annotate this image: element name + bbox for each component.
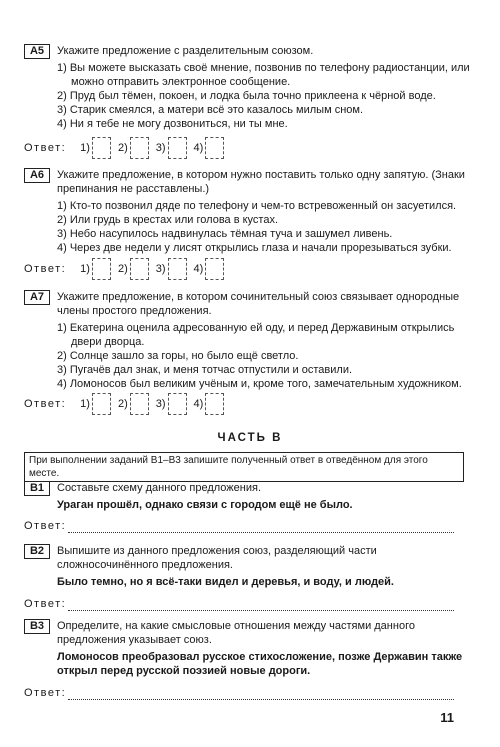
option-1: 1) Кто-то позвонил дяде по телефону и чем-то встревоженный он засуетился. — [57, 200, 457, 212]
answer-num-4: 4) — [193, 398, 204, 410]
task-a6 — [24, 168, 472, 255]
task-label: А7 — [24, 290, 50, 305]
answer-label: Ответ: — [24, 263, 67, 275]
answer-input-line[interactable] — [68, 600, 454, 611]
answer-num-2: 2) — [117, 263, 128, 275]
answer-box-2[interactable] — [130, 393, 149, 415]
answer-label: Ответ: — [24, 687, 67, 699]
answer-box-4[interactable] — [205, 393, 224, 415]
answer-line-b2 — [24, 597, 454, 611]
answer-num-1: 1) — [80, 263, 90, 275]
task-label: А5 — [24, 44, 50, 59]
task-question: Составьте схему данного предложения. — [57, 482, 261, 494]
answer-num-1: 1) — [80, 142, 90, 154]
option-1: 1) Екатерина оценила адресованную ей оду, и перед Державиным открылись двери дворца. — [57, 322, 455, 348]
option-3: 3) Небо насупилось надвинулась тёмная туча и зашумел ливень. — [57, 228, 393, 240]
task-question: Выпишите из данного предложения союз, разделяющий части сложносочинённого предложения. — [57, 545, 377, 571]
answer-label: Ответ: — [24, 142, 67, 154]
answer-num-1: 1) — [80, 398, 90, 410]
option-3: 3) Пугачёв дал знак, и меня тотчас отпустили и оставили. — [57, 364, 353, 376]
answer-label: Ответ: — [24, 520, 67, 532]
answer-num-4: 4) — [193, 142, 204, 154]
answer-box-4[interactable] — [205, 258, 224, 280]
task-a5 — [24, 44, 472, 131]
task-a7 — [24, 290, 472, 391]
answer-num-4: 4) — [193, 263, 204, 275]
task-label: В3 — [24, 619, 50, 634]
option-2: 2) Или грудь в крестах или голова в кустах. — [57, 214, 279, 226]
answer-num-3: 3) — [155, 263, 166, 275]
answer-box-1[interactable] — [92, 258, 111, 280]
task-b1 — [24, 481, 472, 512]
task-sentence: Ломоносов преобразовал русское стихосложение, позже Державин также открыл перед русской поэзией новые дороги. — [57, 651, 463, 677]
answer-box-3[interactable] — [168, 137, 187, 159]
option-4: 4) Ломоносов был великим учёным и, кроме того, замечательным художником. — [57, 378, 462, 390]
task-label: В1 — [24, 481, 50, 496]
option-4: 4) Ни я тебе не могу дозвониться, ни ты мне. — [57, 118, 288, 130]
answer-box-1[interactable] — [92, 393, 111, 415]
answer-input-line[interactable] — [68, 522, 454, 533]
task-label: А6 — [24, 168, 50, 183]
answer-num-2: 2) — [117, 142, 128, 154]
answer-num-2: 2) — [117, 398, 128, 410]
options-list — [57, 199, 472, 255]
section-title: ЧАСТЬ В — [217, 432, 283, 444]
option-4: 4) Через две недели у лисят открылись глаза и начали прорезываться зубки. — [57, 242, 452, 254]
answer-line-b1 — [24, 519, 454, 533]
answer-row-a7 — [24, 392, 231, 416]
answer-input-line[interactable] — [68, 689, 454, 700]
answer-box-2[interactable] — [130, 258, 149, 280]
task-question: Укажите предложение с разделительным союзом. — [57, 45, 314, 57]
answer-line-b3 — [24, 686, 454, 700]
answer-row-a5 — [24, 136, 231, 160]
option-2: 2) Пруд был тёмен, покоен, и лодка была точно приклеена к чёрной воде. — [57, 90, 436, 102]
task-question: Укажите предложение, в котором сочинительный союз связывает однородные члены простого предложения. — [57, 291, 460, 317]
answer-label: Ответ: — [24, 598, 67, 610]
task-label: В2 — [24, 544, 50, 559]
option-1: 1) Вы можете высказать своё мнение, позвонив по телефону радиостанции, или можно отправить электронное сообщение. — [57, 62, 470, 88]
options-list — [57, 321, 472, 391]
answer-label: Ответ: — [24, 398, 67, 410]
task-b3 — [24, 619, 472, 678]
options-list — [57, 61, 472, 131]
task-sentence: Ураган прошёл, однако связи с городом ещё не было. — [57, 499, 353, 511]
page-number: 11 — [440, 710, 454, 725]
task-b2 — [24, 544, 472, 589]
task-question: Укажите предложение, в котором нужно поставить только одну запятую. (Знаки препинания не расставлены.) — [57, 169, 465, 195]
option-3: 3) Старик смеялся, а матери всё это казалось милым сном. — [57, 104, 364, 116]
answer-num-3: 3) — [155, 398, 166, 410]
answer-num-3: 3) — [155, 142, 166, 154]
answer-box-4[interactable] — [205, 137, 224, 159]
answer-box-1[interactable] — [92, 137, 111, 159]
answer-box-3[interactable] — [168, 258, 187, 280]
answer-box-3[interactable] — [168, 393, 187, 415]
task-sentence: Было темно, но я всё-таки видел и деревья, и воду, и людей. — [57, 576, 394, 588]
answer-box-2[interactable] — [130, 137, 149, 159]
task-question: Определите, на какие смысловые отношения между частями данного предложения указывает союз. — [57, 620, 415, 646]
option-2: 2) Солнце зашло за горы, но было ещё светло. — [57, 350, 299, 362]
answer-row-a6 — [24, 257, 231, 281]
instruction-box: При выполнении заданий В1–В3 запишите полученный ответ в отведённом для этого месте. — [24, 452, 464, 482]
